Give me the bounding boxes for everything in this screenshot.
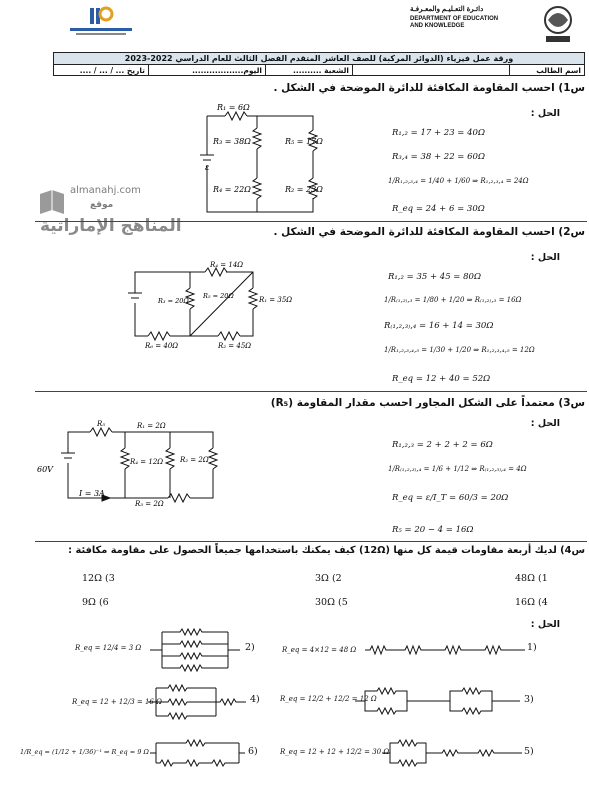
day-field[interactable]: اليوم.................. xyxy=(149,65,266,76)
q3-voltage-label: 60V xyxy=(37,465,53,474)
emblem-icon xyxy=(538,4,578,46)
q4-answer-5-circuit xyxy=(382,740,522,766)
q2-line-3: R₍₁,₂,₃₎,₄ = 16 + 14 = 30Ω xyxy=(384,321,494,331)
q4-answer-3-circuit xyxy=(355,688,520,714)
q1-line-4: R_eq = 24 + 6 = 30Ω xyxy=(392,204,485,214)
q2-r5-label: R₅ = 20Ω xyxy=(203,292,234,300)
q4-answer-2-circuit xyxy=(150,628,240,672)
student-name-field[interactable] xyxy=(353,65,510,76)
q1-line-3: 1/R₁,₂,₃,₄ = 1/40 + 1/60 ⇒ R₁,₂,₃,₄ = 24Ω xyxy=(388,177,529,185)
q2-r1-label: R₁ = 35Ω xyxy=(259,296,293,304)
q1-r4-label: R₄ = 22Ω xyxy=(213,185,251,194)
dept-arabic: دائـرة التعـليـم والمعـرفـة xyxy=(410,6,484,13)
watermark-name: المناهج الإماراتية xyxy=(40,216,182,236)
q4-answer-3-eq: R_eq = 12/2 + 12/2 = 12 Ω xyxy=(280,695,377,703)
q4-answer-5-eq: R_eq = 12 + 12 + 12/2 = 30 Ω xyxy=(280,748,390,756)
q1-emf-label: ε xyxy=(205,163,210,172)
q3-line-4: R₅ = 20 − 4 = 16Ω xyxy=(392,525,474,535)
q2-line-2: 1/R₍₁,₂₎,₃ = 1/80 + 1/20 ⇒ R₍₁,₂₎,₃ = 16Ω xyxy=(384,296,522,304)
student-info-table xyxy=(53,64,585,76)
q4-answer-4-num: (4 xyxy=(250,694,260,705)
dept-english-1: DEPARTMENT OF EDUCATION xyxy=(410,16,499,22)
q3-solution-label: الحل : xyxy=(530,418,560,429)
q1-r1-label: R₁ = 6Ω xyxy=(217,103,250,112)
q2-r6-label: R₆ = 40Ω xyxy=(145,342,179,350)
q4-option-6: 9Ω (6 xyxy=(82,597,109,608)
q2-r4-label: R₄ = 14Ω xyxy=(210,261,244,269)
q4-answer-2-num: (2 xyxy=(245,642,255,653)
q4-option-3: 12Ω (3 xyxy=(82,573,115,584)
section-field[interactable]: الشعبة .......... xyxy=(266,65,353,76)
q3-r1-label: R₁ = 2Ω xyxy=(137,422,166,430)
q4-option-5: 30Ω (5 xyxy=(315,597,348,608)
q4-answer-4-circuit xyxy=(148,684,246,720)
question-2: س2) احسب المقاومة المكافئة للدائرة الموضحة في الشكل . xyxy=(273,226,585,238)
q2-r2-label: R₂ = 45Ω xyxy=(218,342,252,350)
q4-answer-5-num: (5 xyxy=(524,746,534,757)
q1-line-2: R₃,₄ = 38 + 22 = 60Ω xyxy=(392,152,485,162)
q4-answer-6-eq: 1/R_eq = (1/12 + 1/36)⁻¹ ⇒ R_eq = 9 Ω xyxy=(20,748,149,756)
q2-line-4: 1/R₁,₂,₃,₄,₅ = 1/30 + 1/20 ⇒ R₁,₂,₃,₄,₅ = 12Ω xyxy=(384,346,535,354)
q4-answer-6-num: (6 xyxy=(248,746,258,757)
q4-answer-1-circuit xyxy=(365,643,525,657)
divider-1 xyxy=(35,221,587,222)
q2-r3-label: R₃ = 20Ω xyxy=(158,297,189,305)
q3-line-3: R_eq = ε/I_T = 60/3 = 20Ω xyxy=(392,493,509,503)
q4-answer-3-num: (3 xyxy=(524,694,534,705)
question-3: س3) معتمداً على الشكل المجاور احسب مقدار المقاومة (R₅) xyxy=(270,397,585,409)
q1-solution-label: الحل : xyxy=(530,108,560,119)
q1-line-1: R₁,₂ = 17 + 23 = 40Ω xyxy=(392,128,485,138)
q4-option-4: 16Ω (4 xyxy=(515,597,548,608)
question-4: س4) لديك أربعة مقاومات قيمة كل منها (12Ω) كيف يمكنك باستخدامها جميعاً الحصول على مقاومة مكافئة : xyxy=(68,545,585,556)
q4-option-1: 48Ω (1 xyxy=(515,573,548,584)
q3-r3-label: R₃ = 2Ω xyxy=(135,500,164,508)
q4-answer-6-circuit xyxy=(150,738,245,768)
dept-english-2: AND KNOWLEDGE xyxy=(410,23,465,29)
worksheet-title: ورقة عمل فيزياء (الدوائر المركبة) للصف العاشر المتقدم الفصل الثالث للعام الدراسي 2022-2023 xyxy=(53,52,585,65)
q4-option-2: 3Ω (2 xyxy=(315,573,342,584)
q3-r4-label: R₄ = 12Ω xyxy=(130,458,164,466)
watermark-site: موقع xyxy=(90,200,114,210)
divider-2 xyxy=(35,391,587,392)
q2-solution-label: الحل : xyxy=(530,252,560,263)
question-1: س1) احسب المقاومة المكافئة للدائرة الموضحة في الشكل . xyxy=(273,82,585,94)
q1-r5-label: R₅ = 17Ω xyxy=(285,137,323,146)
school-logo xyxy=(68,6,134,40)
divider-3 xyxy=(35,541,587,542)
watermark-url: almanahj.com xyxy=(70,185,141,196)
ministry-header xyxy=(410,4,580,48)
q1-r2-label: R₂ = 23Ω xyxy=(285,185,323,194)
q2-line-5: R_eq = 12 + 40 = 52Ω xyxy=(392,374,491,384)
q4-solution-label: الحل : xyxy=(530,619,560,630)
q2-line-1: R₁,₂ = 35 + 45 = 80Ω xyxy=(388,272,481,282)
q4-answer-2-eq: R_eq = 12/4 = 3 Ω xyxy=(75,644,142,652)
q3-line-2: 1/R₍₁,₂,₃₎,₄ = 1/6 + 1/12 ⇒ R₍₁,₂,₃₎,₄ = 4Ω xyxy=(388,465,527,473)
q3-current-label: I = 3A xyxy=(79,489,105,498)
date-field[interactable]: تاريخ ... / ... / .... xyxy=(54,65,149,76)
q4-answer-4-eq: R_eq = 12 + 12/3 = 16 Ω xyxy=(72,698,162,706)
q3-circuit-diagram xyxy=(35,418,225,508)
q2-circuit-diagram xyxy=(125,258,293,350)
q3-r2-label: R₂ = 2Ω xyxy=(180,456,209,464)
watermark-book-icon xyxy=(38,188,66,218)
q4-answer-1-eq: R_eq = 4×12 = 48 Ω xyxy=(282,646,357,654)
student-name-label: اسم الطالب xyxy=(510,65,585,76)
q1-r3-label: R₃ = 38Ω xyxy=(213,137,251,146)
q4-answer-1-num: (1 xyxy=(527,642,537,653)
q3-line-1: R₁,₂,₃ = 2 + 2 + 2 = 6Ω xyxy=(392,440,493,450)
q3-r5-label: R₅ xyxy=(97,420,106,428)
q1-circuit-diagram xyxy=(185,100,345,218)
